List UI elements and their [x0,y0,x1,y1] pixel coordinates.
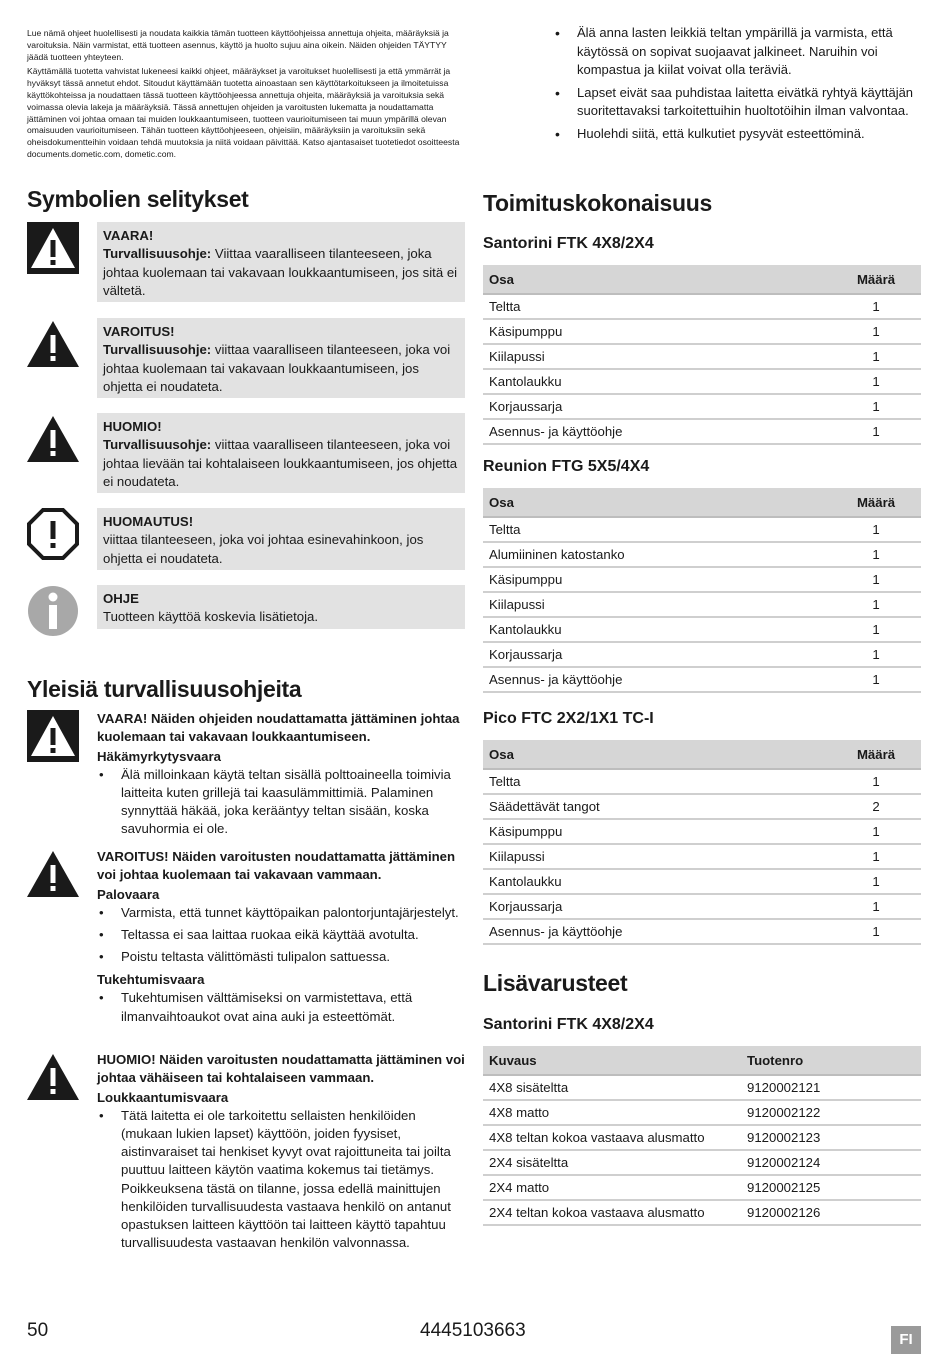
column-header-item-number: Tuotenro [741,1046,921,1075]
table-row [483,844,921,869]
danger-icon [27,222,79,274]
table-row [483,1100,921,1125]
table-row [483,419,921,444]
cell-part: Kiilapussi [483,844,831,869]
delivery-group-title: Reunion FTG 5X5/4X4 [483,458,650,475]
notice-icon [27,508,79,560]
symbol-bold: Turvallisuusohje: [103,437,212,453]
caution-icon [27,1051,79,1103]
list-item: • Lapset eivät saa puhdistaa laitetta eivätkä ryhtyä käyttäjän suoritettavaksi tarkoitettuihin huoltotöihin ilman valvontaa. [555,84,921,121]
cell-qty: 1 [831,394,921,419]
symbol-box [97,585,465,629]
table-row [483,769,921,794]
cell-qty: 1 [831,642,921,667]
list-item: • Poistu teltasta välittömästi tulipalon sattuessa. [97,948,465,966]
cell-description: 2X4 teltan kokoa vastaava alusmatto [483,1200,741,1225]
cell-qty: 1 [831,319,921,344]
top-bullet-list [555,24,921,147]
danger-icon [27,710,79,762]
cell-part: Alumiininen katostanko [483,542,831,567]
list-item: • Tätä laitetta ei ole tarkoitettu sellaisten henkilöiden (mukaan lukien lapset) käyttöön, joiden fyysiset, aistinvaraiset tai henkiset kyvyt ovat rajoittuneita tai joilta puuttuu laitteen käytön vaatima kokemus tai tietämys. Poikkeuksena tästä on tilanne, jossa edellä mainittujen henkilöiden turvallisuudesta vastaava henkilö on antanut opastuksen laitteen käyttöön tai laitteen käyttö tapahtuu turvallisuudesta vastaavan henkilön valvonnassa. [97,1107,465,1253]
cell-description: 4X8 matto [483,1100,741,1125]
safety-danger-list [97,766,465,839]
safety-danger-subheading: Häkämyrkytysvaara [97,748,221,764]
table-row [483,1175,921,1200]
cell-part: Teltta [483,517,831,542]
symbol-box [97,222,465,302]
cell-item-number: 9120002121 [741,1075,921,1100]
column-header-part: Osa [483,265,831,294]
cell-qty: 1 [831,869,921,894]
intro-paragraph-2: Käyttämällä tuotetta vahvistat lukeneesi kaikki ohjeet, määräykset ja varoitukset huolellisesti ja että ymmärrät ja hyväksyt tässä annetut ehdot. Sitoudut käyttämään tuotetta ainoastaan sen käyttötarkoitukseen ja ilmoitetuissa käyttökohteissa ja noudattaen tässä tuotteen käyttöohjeessa annettuja ohjeita, määräyksiä ja varoituksia sekä voimassa olevia lakeja ja määräyksiä. Tässä annettujen ohjeiden ja varoitusten lukematta ja noudattamatta jättäminen voi johtaa omaan tai muiden loukkaantumiseen, tuotteen vaurioitumiseen tai muun ympärillä olevan omaisuuden vaurioitumiseen. Tähän tuotteen käyttöohjeeseen, ohjeisiin, määräyksiin ja varoituksiin sekä oheisdokumentteihin voidaan tehdä muutoksia ja niitä voidaan päivittää. Katso ajantasaiset tuotetiedot osoitteesta documents.dometic.com, dometic.com. [27,66,460,159]
symbol-label: VAROITUS! [103,324,175,339]
cell-qty: 1 [831,592,921,617]
cell-part: Teltta [483,294,831,319]
delivery-table-reunion [483,488,921,693]
cell-qty: 1 [831,617,921,642]
cell-qty: 1 [831,419,921,444]
table-row [483,819,921,844]
safety-caution-heading: HUOMIO! Näiden varoitusten noudattamatta jättäminen voi johtaa vähäiseen tai kohtalaiseen vammaan. [97,1052,465,1086]
language-badge: FI [891,1326,921,1354]
cell-part: Säädettävät tangot [483,794,831,819]
symbol-box [97,318,465,398]
table-row [483,869,921,894]
cell-part: Kantolaukku [483,869,831,894]
symbol-text: viittaa vaaralliseen tilanteeseen, joka voi johtaa kuolemaan tai vakavaan loukkaantumiseen, jos ohjetta ei noudateta. [103,342,451,395]
table-row [483,667,921,692]
table-row [483,1200,921,1225]
safety-caution-list [97,1107,465,1253]
table-row [483,894,921,919]
accessories-group-title: Santorini FTK 4X8/2X4 [483,1016,654,1033]
safety-warning-subheading-suffocation: Tukehtumisvaara [97,972,205,988]
cell-description: 4X8 teltan kokoa vastaava alusmatto [483,1125,741,1150]
table-row [483,1150,921,1175]
table-row [483,319,921,344]
table-row [483,642,921,667]
cell-part: Kantolaukku [483,617,831,642]
table-header-row [483,488,921,517]
table-row [483,517,921,542]
safety-danger-heading: VAARA! Näiden ohjeiden noudattamatta jättäminen johtaa kuolemaan tai vakavaan loukkaantumiseen. [97,711,460,745]
column-header-part: Osa [483,488,831,517]
cell-qty: 1 [831,667,921,692]
table-row [483,369,921,394]
cell-part: Kantolaukku [483,369,831,394]
column-header-description: Kuvaus [483,1046,741,1075]
cell-part: Käsipumppu [483,567,831,592]
cell-qty: 1 [831,919,921,944]
delivery-title: Toimituskokonaisuus [483,190,713,216]
symbol-text: viittaa tilanteeseen, joka voi johtaa esinevahinkoon, jos ohjetta ei noudateta. [103,532,424,566]
symbol-label: HUOMAUTUS! [103,514,194,529]
table-row [483,617,921,642]
symbol-label: VAARA! [103,228,154,243]
accessories-title: Lisävarusteet [483,970,628,996]
symbol-text: viittaa vaaralliseen tilanteeseen, joka voi johtaa lievään tai kohtalaiseen loukkaantumiseen, jos ohjetta ei noudateta. [103,437,458,490]
symbol-bold: Turvallisuusohje: [103,342,212,358]
table-row [483,1125,921,1150]
safety-title: Yleisiä turvallisuusohjeita [27,676,302,702]
safety-warning-list-fire [97,904,465,967]
symbol-text: Tuotteen käyttöä koskevia lisätietoja. [103,609,319,625]
symbols-title: Symbolien selitykset [27,186,249,212]
intro-text [27,28,465,164]
list-item: • Huolehdi siitä, että kulkutiet pysyvät esteettöminä. [555,125,921,144]
cell-qty: 1 [831,819,921,844]
cell-description: 4X8 sisäteltta [483,1075,741,1100]
delivery-group-title: Santorini FTK 4X8/2X4 [483,235,654,252]
document-number: 4445103663 [420,1320,526,1341]
cell-qty: 1 [831,542,921,567]
list-item: • Tukehtumisen välttämiseksi on varmistettava, että ilmanvaihtoaukot ovat aina auki ja esteettömät. [97,989,465,1025]
accessories-table [483,1046,921,1226]
cell-qty: 1 [831,369,921,394]
table-header-row [483,1046,921,1075]
warning-icon [27,318,79,370]
safety-warning-subheading-fire: Palovaara [97,886,160,902]
cell-part: Korjaussarja [483,894,831,919]
delivery-table-pico [483,740,921,945]
warning-icon [27,848,79,900]
cell-part: Asennus- ja käyttöohje [483,419,831,444]
cell-part: Käsipumppu [483,819,831,844]
table-row [483,567,921,592]
cell-item-number: 9120002126 [741,1200,921,1225]
symbol-label: HUOMIO! [103,419,162,434]
cell-qty: 1 [831,769,921,794]
delivery-table-santorini [483,265,921,445]
cell-item-number: 9120002122 [741,1100,921,1125]
cell-part: Asennus- ja käyttöohje [483,667,831,692]
list-item: • Älä milloinkaan käytä teltan sisällä polttoaineella toimivia laitteita kuten grillejä tai kaasulämmittimiä. Palaminen synnyttää häkää, joka kerääntyy teltan sisään, koska savuhormia ei ole. [97,766,465,839]
caution-icon [27,413,79,465]
table-row [483,592,921,617]
symbol-box [97,508,465,570]
column-header-qty: Määrä [831,488,921,517]
cell-description: 2X4 matto [483,1175,741,1200]
cell-part: Korjaussarja [483,642,831,667]
safety-warning-list-suffocation [97,989,465,1025]
safety-caution-subheading: Loukkaantumisvaara [97,1089,229,1105]
column-header-part: Osa [483,740,831,769]
symbol-label: OHJE [103,591,139,606]
cell-qty: 1 [831,517,921,542]
cell-part: Kiilapussi [483,592,831,617]
cell-part: Korjaussarja [483,394,831,419]
cell-qty: 1 [831,294,921,319]
info-icon [27,585,79,637]
cell-description: 2X4 sisäteltta [483,1150,741,1175]
safety-warning-heading: VAROITUS! Näiden varoitusten noudattamatta jättäminen voi johtaa kuolemaan tai vakavaan vammaan. [97,849,456,883]
table-row [483,344,921,369]
table-row [483,1075,921,1100]
cell-part: Asennus- ja käyttöohje [483,919,831,944]
cell-part: Käsipumppu [483,319,831,344]
cell-item-number: 9120002123 [741,1125,921,1150]
cell-item-number: 9120002124 [741,1150,921,1175]
cell-qty: 1 [831,844,921,869]
table-header-row [483,740,921,769]
cell-qty: 1 [831,894,921,919]
table-header-row [483,265,921,294]
cell-qty: 1 [831,344,921,369]
column-header-qty: Määrä [831,740,921,769]
table-row [483,794,921,819]
cell-qty: 1 [831,567,921,592]
table-row [483,294,921,319]
list-item: • Varmista, että tunnet käyttöpaikan palontorjuntajärjestelyt. [97,904,465,922]
symbol-box [97,413,465,493]
table-row [483,919,921,944]
list-item: • Älä anna lasten leikkiä teltan ympärillä ja varmista, että käytössä on sopivat suojaavat jalkineet. Naruihin voi kompastua ja kiilat voivat olla teräviä. [555,24,921,80]
delivery-group-title: Pico FTC 2X2/1X1 TC-I [483,710,654,727]
column-header-qty: Määrä [831,265,921,294]
page-number: 50 [27,1320,49,1341]
cell-item-number: 9120002125 [741,1175,921,1200]
table-row [483,394,921,419]
symbol-bold: Turvallisuusohje: [103,246,212,262]
symbol-text: Viittaa vaaralliseen tilanteeseen, joka johtaa kuolemaan tai vakavaan loukkaantumiseen, jos sitä ei vältetä. [103,246,458,299]
table-row [483,542,921,567]
intro-paragraph-1: Lue nämä ohjeet huolellisesti ja noudata kaikkia tämän tuotteen käyttöohjeissa annettuja ohjeita, määräyksiä ja varoituksia. Näin varmistat, että tuotteen asennus, käyttö ja huolto sujuu aina oikein. Näiden ohjeiden TÄYTYY jäädä tuotteen yhteyteen. [27,28,449,62]
list-item: • Teltassa ei saa laittaa ruokaa eikä käyttää avotulta. [97,926,465,944]
cell-qty: 2 [831,794,921,819]
cell-part: Kiilapussi [483,344,831,369]
cell-part: Teltta [483,769,831,794]
